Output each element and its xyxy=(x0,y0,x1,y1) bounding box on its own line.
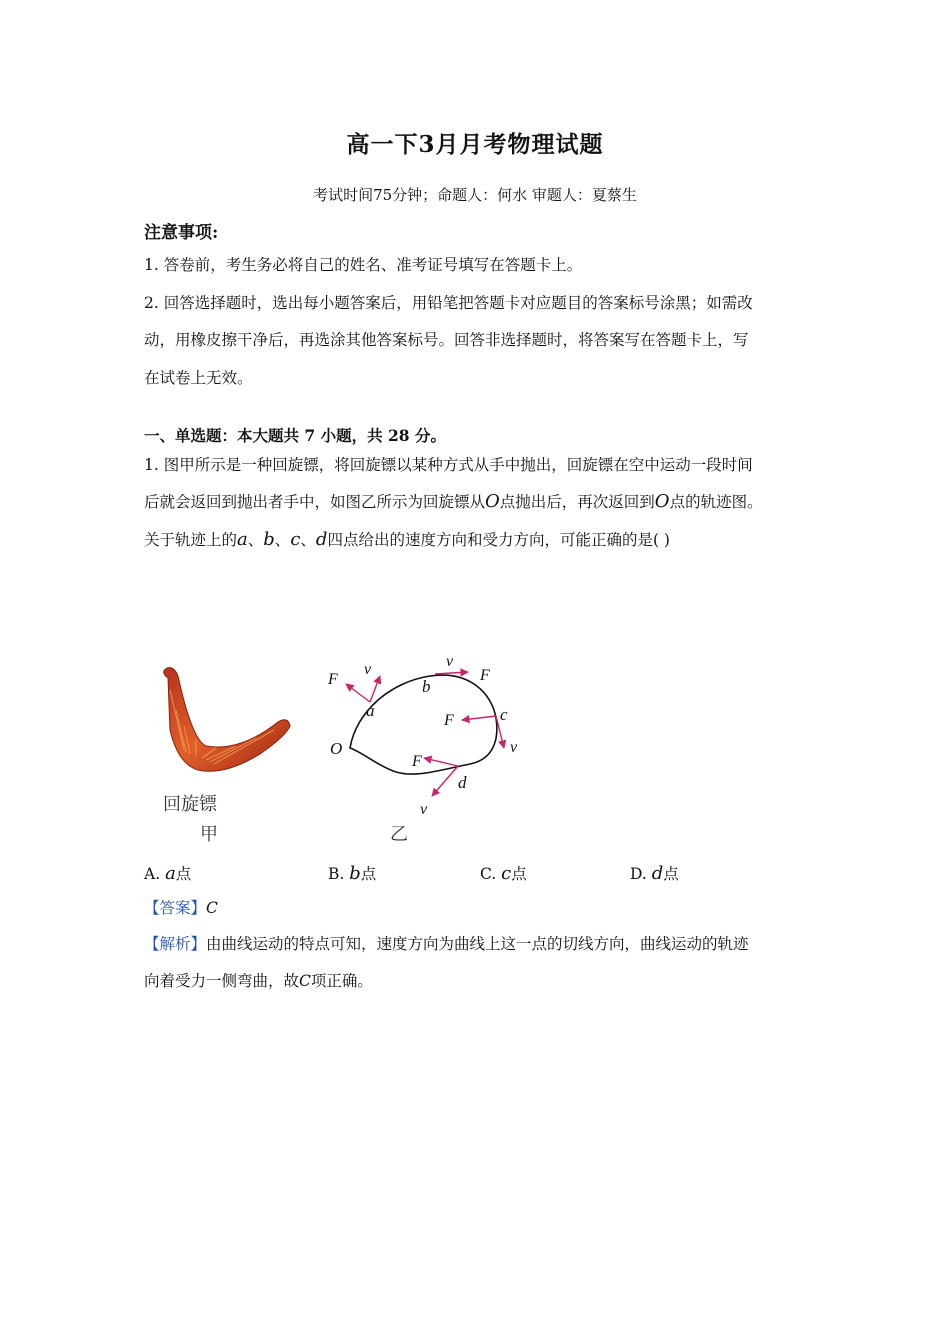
analysis-label: 【解析】 xyxy=(144,935,207,953)
force-arrow-d xyxy=(424,758,458,766)
option-text: 点 xyxy=(663,865,679,883)
boomerang-caption: 回旋镖 xyxy=(163,794,217,815)
page-title: 高一下3月月考物理试题 xyxy=(346,131,604,158)
label-b: b xyxy=(422,677,431,696)
exam-info: 考试时间75分钟；命题人：何水 审题人：夏蔡生 xyxy=(313,186,637,204)
label-v-b: v xyxy=(446,653,454,670)
label-d: d xyxy=(458,773,467,792)
point-a-ref: a xyxy=(237,529,248,550)
notes-line-1: 1. 答卷前，考生务必将自己的姓名、准考证号填写在答题卡上。 xyxy=(144,256,583,274)
label-v-d: v xyxy=(420,801,428,818)
option-letter: D. xyxy=(630,865,652,883)
analysis-line-1 xyxy=(144,934,749,954)
option-text: 点 xyxy=(175,865,192,883)
question-line-3 xyxy=(144,530,670,550)
notes-heading: 注意事项: xyxy=(144,223,219,243)
label-c: c xyxy=(500,705,508,724)
analysis-var: C xyxy=(299,972,311,990)
option-d[interactable] xyxy=(630,862,679,884)
question-text: 点抛出后，再次返回到 xyxy=(499,493,655,511)
label-F-a: F xyxy=(328,671,338,688)
force-arrow-c xyxy=(462,716,496,720)
option-text: 点 xyxy=(511,865,527,883)
answer-label: 【答案】 xyxy=(144,899,207,917)
option-var: c xyxy=(501,863,512,884)
question-text: 四点给出的速度方向和受力方向，可能正确的是( ) xyxy=(327,531,670,549)
option-letter: C. xyxy=(480,865,502,883)
point-c-ref: c xyxy=(290,529,301,550)
force-arrow-a xyxy=(346,684,370,702)
figure-label-jia: 甲 xyxy=(200,824,218,845)
option-c[interactable] xyxy=(480,862,527,884)
label-F-b: F xyxy=(480,667,490,684)
label-O: O xyxy=(330,739,343,758)
label-a: a xyxy=(366,701,375,720)
figure-label-yi: 乙 xyxy=(390,824,408,845)
option-var: a xyxy=(165,863,176,884)
option-letter: A. xyxy=(144,865,166,883)
question-text: 后就会返回到抛出者手中，如图乙所示为回旋镖从 xyxy=(144,493,486,511)
notes-line-3: 动，用橡皮擦干净后，再选涂其他答案标号。回答非选择题时，将答案写在答题卡上，写 xyxy=(144,331,749,349)
question-line-1: 1. 图甲所示是一种回旋镖，将回旋镖以某种方式从手中抛出，回旋镖在空中运动一段时间 xyxy=(144,456,753,474)
label-F-d: F xyxy=(412,753,422,770)
boomerang-image xyxy=(140,650,300,780)
label-F-c: F xyxy=(444,712,454,729)
option-b[interactable] xyxy=(328,862,376,884)
option-text: 点 xyxy=(360,865,377,883)
answer-line xyxy=(144,898,218,918)
option-var: d xyxy=(651,863,664,884)
option-var: b xyxy=(349,863,361,884)
analysis-line-2 xyxy=(144,971,373,991)
point-b-ref: b xyxy=(263,529,275,550)
section-heading: 一、单选题：本大题共 7 小题，共 28 分。 xyxy=(144,426,446,445)
separator: 、 xyxy=(300,531,316,549)
label-v-c: v xyxy=(510,739,518,756)
option-a[interactable] xyxy=(144,862,191,884)
analysis-text: 向着受力一侧弯曲，故 xyxy=(144,972,300,990)
notes-line-2: 2. 回答选择题时，选出每小题答案后，用铅笔把答题卡对应题目的答案标号涂黑；如需改 xyxy=(144,294,753,312)
answer-value: C xyxy=(206,899,218,917)
option-letter: B. xyxy=(328,865,350,883)
analysis-text: 项正确。 xyxy=(310,972,373,990)
notes-line-4: 在试卷上无效。 xyxy=(144,369,253,387)
separator: 、 xyxy=(274,531,291,549)
separator: 、 xyxy=(247,531,264,549)
point-o-ref: O xyxy=(654,491,670,512)
question-text: 关于轨迹上的 xyxy=(144,531,238,549)
point-o-ref: O xyxy=(485,491,500,512)
analysis-text: 由曲线运动的特点可知，速度方向为曲线上这一点的切线方向，曲线运动的轨迹 xyxy=(206,935,749,953)
velocity-arrow-a xyxy=(370,676,380,702)
question-line-2 xyxy=(144,492,763,512)
velocity-arrow-b xyxy=(435,672,468,674)
label-v-a: v xyxy=(364,661,372,678)
question-text: 点的轨迹图。 xyxy=(669,493,763,511)
point-d-ref: d xyxy=(315,529,328,550)
trajectory-diagram xyxy=(320,650,540,825)
